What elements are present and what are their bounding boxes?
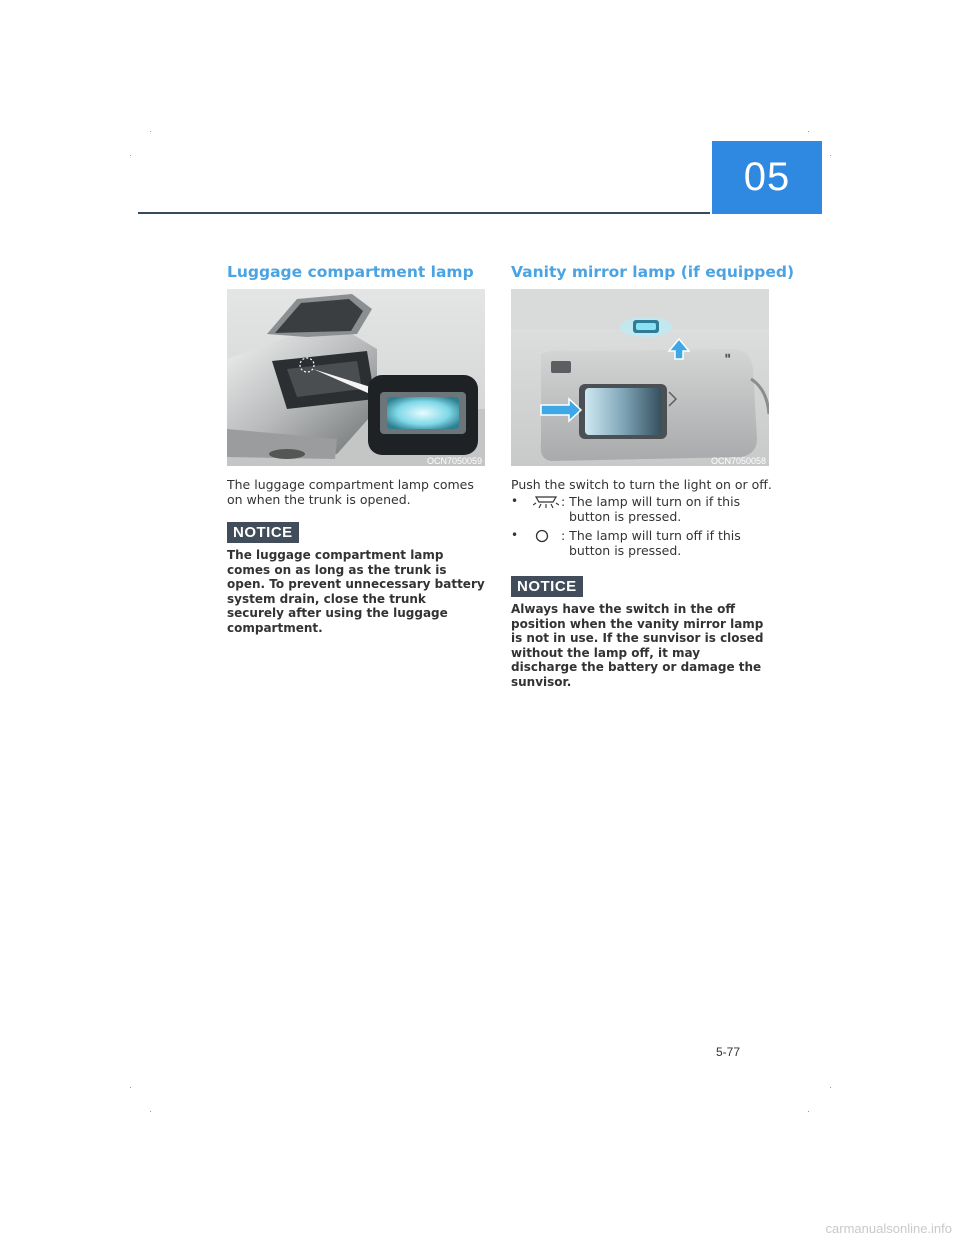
crop-mark [808,131,809,132]
lamp-on-icon [533,494,559,513]
bullet-lamp-on [511,494,771,526]
footer-watermark: carmanualsonline.info [825,1221,952,1236]
luggage-lamp-description: The luggage compartment lamp comes on when the trunk is opened. [227,477,474,507]
luggage-lamp-heading: Luggage compartment lamp [227,263,474,281]
chapter-tab [712,141,822,214]
vanity-lamp-notice-text: Always have the switch in the off position when the vanity mirror lamp is not in use. If the sunvisor is closed without the lamp off, it may discharge the battery or damage the sunvisor. [511,602,764,689]
trunk-illustration [227,289,485,466]
figure-code: OCN7050059 [426,456,482,466]
crop-mark [830,155,831,156]
sunvisor-illustration [511,289,769,466]
vanity-mirror-figure [511,289,769,466]
bullet-dot: • [511,528,519,542]
luggage-lamp-figure [227,289,485,466]
notice-badge: NOTICE [511,576,583,597]
page-number: 5-77 [716,1045,741,1059]
crop-mark [150,131,151,132]
crop-mark [150,1111,151,1112]
bullet-lamp-on-text: : The lamp will turn on if this button is pressed. [561,494,741,524]
vanity-lamp-instruction: Push the switch to turn the light on or off. [511,477,772,492]
lamp-off-icon [533,528,559,548]
bullet-lamp-off [511,528,771,560]
header-rule [138,212,710,214]
bullet-lamp-off-text: : The lamp will turn off if this button is pressed. [561,528,741,558]
crop-mark [130,1087,131,1088]
chapter-number: 05 [743,155,791,199]
vanity-mirror-lamp-heading: Vanity mirror lamp (if equipped) [511,263,795,281]
crop-mark [830,1087,831,1088]
bullet-dot: • [511,494,519,508]
crop-mark [808,1111,809,1112]
notice-badge: NOTICE [227,522,299,543]
figure-code: OCN7050058 [710,456,766,466]
crop-mark [130,155,131,156]
luggage-lamp-notice-text: The luggage compartment lamp comes on as long as the trunk is open. To prevent unnecessary battery system drain, close the trunk securely after using the luggage compartment. [227,548,485,635]
svg-text:▮▮: ▮▮ [725,353,731,359]
